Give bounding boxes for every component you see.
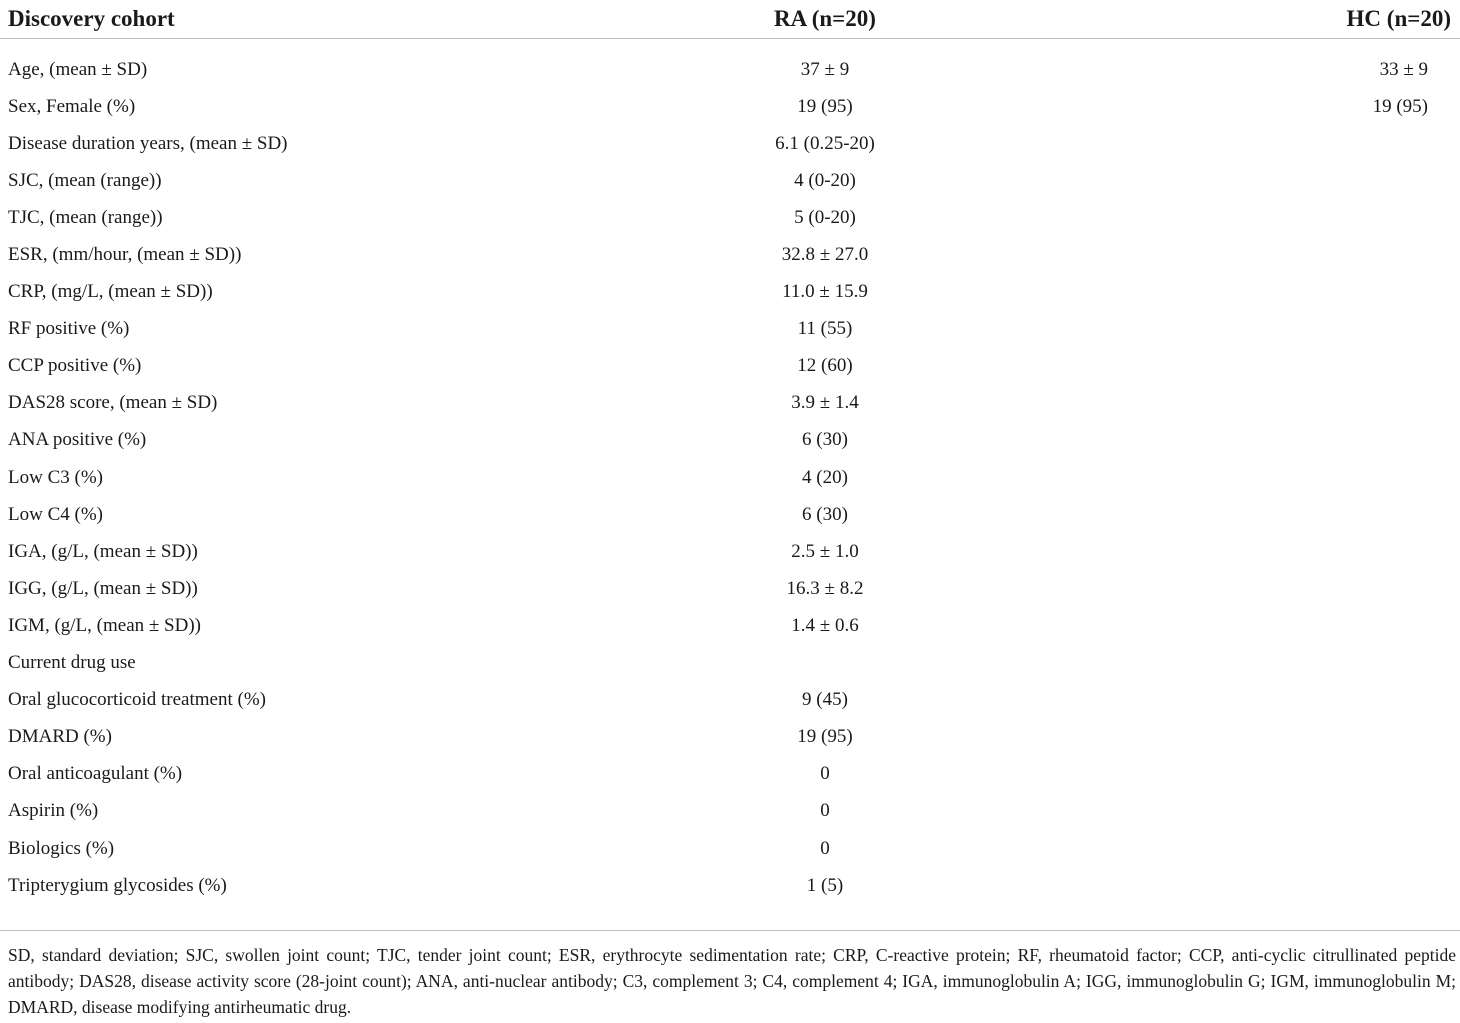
table-row: [0, 51, 1460, 88]
row-label: CRP, (mg/L, (mean ± SD)): [8, 281, 213, 303]
table-row: [0, 385, 1460, 422]
table-row: [0, 496, 1460, 533]
hc-value: [1030, 199, 1460, 236]
table-row: [0, 682, 1460, 719]
hc-value: [1030, 422, 1460, 459]
row-label: Tripterygium glycosides (%): [8, 874, 227, 896]
header-row: [0, 0, 1460, 39]
row-label: Low C4 (%): [8, 503, 103, 525]
ra-value: 11.0 ± 15.9: [782, 281, 868, 303]
table-row: [0, 162, 1460, 199]
ra-value: 3.9 ± 1.4: [791, 392, 859, 414]
ra-value: 16.3 ± 8.2: [786, 577, 864, 599]
ra-value: 19 (95): [797, 726, 853, 748]
ra-value: 4 (20): [802, 466, 848, 488]
hc-value: [1030, 867, 1460, 904]
hc-value: [1030, 719, 1460, 756]
hc-value: [1030, 756, 1460, 793]
hc-value: [1030, 830, 1460, 867]
ra-value: 37 ± 9: [800, 58, 850, 80]
table-row: [0, 348, 1460, 385]
table-row: [0, 274, 1460, 311]
table-row: [0, 311, 1460, 348]
hc-value: [1030, 125, 1460, 162]
table-row: [0, 459, 1460, 496]
table-header: [0, 0, 1460, 39]
table-row: [0, 236, 1460, 273]
row-label: Oral anticoagulant (%): [8, 763, 183, 785]
table-row: [0, 867, 1460, 904]
table-row: [0, 793, 1460, 830]
row-label: CCP positive (%): [8, 355, 142, 377]
ra-value: [620, 645, 1030, 682]
row-label: Disease duration years, (mean ± SD): [8, 132, 288, 154]
ra-value: 2.5 ± 1.0: [791, 540, 859, 562]
row-label: Biologics (%): [8, 837, 115, 859]
row-label: ESR, (mm/hour, (mean ± SD)): [8, 244, 242, 266]
hc-value: [1030, 348, 1460, 385]
table-row: [0, 719, 1460, 756]
ra-value: 0: [820, 800, 830, 822]
hc-value: [1030, 682, 1460, 719]
hc-value: [1030, 274, 1460, 311]
ra-value: 6 (30): [802, 503, 848, 525]
ra-value: 5 (0-20): [794, 206, 856, 228]
row-label: IGG, (g/L, (mean ± SD)): [8, 577, 198, 599]
table-row: [0, 199, 1460, 236]
row-label: Current drug use: [8, 652, 136, 674]
ra-value: 0: [820, 763, 830, 785]
ra-value: 19 (95): [797, 95, 853, 117]
hc-value: [1030, 385, 1460, 422]
ra-value: 9 (45): [802, 689, 848, 711]
row-label: Age, (mean ± SD): [8, 58, 148, 80]
ra-value: 1.4 ± 0.6: [791, 614, 859, 636]
hc-value: 19 (95): [1372, 95, 1428, 117]
table-row: [0, 830, 1460, 867]
ra-value: 12 (60): [797, 355, 853, 377]
table-row: [0, 422, 1460, 459]
footnote-divider: [0, 930, 1460, 931]
table-row: [0, 88, 1460, 125]
hc-value: [1030, 311, 1460, 348]
hc-value: [1030, 533, 1460, 570]
row-label: ANA positive (%): [8, 429, 147, 451]
table-row: [0, 125, 1460, 162]
hc-value: [1030, 236, 1460, 273]
row-label: DMARD (%): [8, 726, 112, 748]
row-label: IGM, (g/L, (mean ± SD)): [8, 614, 201, 636]
row-label: RF positive (%): [8, 318, 130, 340]
hc-value: 33 ± 9: [1379, 58, 1428, 80]
row-label: Aspirin (%): [8, 800, 99, 822]
hc-value: [1030, 793, 1460, 830]
row-label: SJC, (mean (range)): [8, 169, 162, 191]
spacer-row: [0, 39, 1460, 52]
hc-value: [1030, 607, 1460, 644]
ra-value: 4 (0-20): [794, 169, 856, 191]
hc-value: [1030, 570, 1460, 607]
table-row: [0, 570, 1460, 607]
header-hc: HC (n=20): [1346, 6, 1451, 31]
table-row: [0, 533, 1460, 570]
hc-value: [1030, 496, 1460, 533]
table-body: [0, 39, 1460, 905]
hc-value: [1030, 459, 1460, 496]
row-label: Sex, Female (%): [8, 95, 136, 117]
ra-value: 0: [820, 837, 830, 859]
row-label: Oral glucocorticoid treatment (%): [8, 689, 266, 711]
row-label: IGA, (g/L, (mean ± SD)): [8, 540, 198, 562]
ra-value: 11 (55): [797, 318, 853, 340]
table-row: [0, 607, 1460, 644]
table-row: [0, 645, 1460, 682]
ra-value: 32.8 ± 27.0: [781, 244, 869, 266]
row-label: DAS28 score, (mean ± SD): [8, 392, 218, 414]
table-footnote: SD, standard deviation; SJC, swollen joint count; TJC, tender joint count; ESR, erythrocyte sedimentation rate; CRP, C-reactive protein; RF, rheumatoid factor; CCP, anti-cyclic citrullinated peptide antibody; DAS28, disease activity score (28-joint count); ANA, anti-nuclear antibody; C3, complement 3; C4, complement 4; IGA, immunoglobulin A; IGG, immunoglobulin G; IGM, immunoglobulin M; DMARD, disease modifying antirheumatic drug.: [8, 945, 1456, 1017]
hc-value: [1030, 645, 1460, 682]
hc-value: [1030, 162, 1460, 199]
header-cohort: Discovery cohort: [8, 6, 175, 31]
ra-value: 6 (30): [802, 429, 848, 451]
table-row: [0, 756, 1460, 793]
header-ra: RA (n=20): [774, 6, 876, 31]
row-label: TJC, (mean (range)): [8, 206, 163, 228]
row-label: Low C3 (%): [8, 466, 103, 488]
ra-value: 6.1 (0.25-20): [775, 132, 875, 154]
ra-value: 1 (5): [806, 874, 844, 896]
